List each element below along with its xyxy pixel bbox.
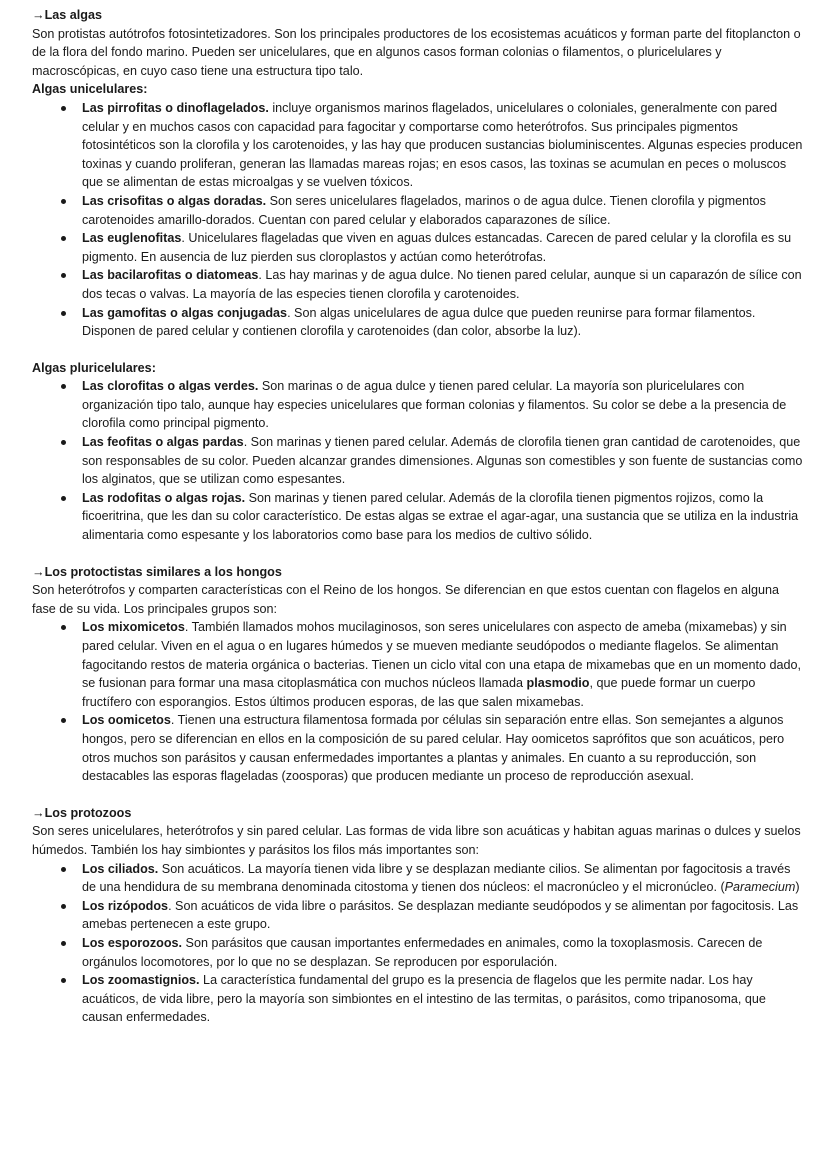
spacer (32, 341, 806, 359)
section-title-hongos: →Los protoctistas similares a los hongos (32, 564, 282, 579)
list-item: Los rizópodos. Son acuáticos de vida libre o parásitos. Se desplazan mediante seudópodos y se alimentan por fagocitosis. Las amebas pertenecen a este grupo. (82, 897, 806, 934)
spacer (32, 545, 806, 563)
list-item: Las crisofitas o algas doradas. Son seres unicelulares flagelados, marinos o de agua dulce. Tienen clorofila y pigmentos carotenoides amarillo-dorados. Cuentan con pared celular y elaborados caparazones de sílice. (82, 192, 806, 229)
protozoos-list (32, 860, 806, 1027)
algas-unicelulares-heading: Algas unicelulares: (32, 82, 148, 97)
list-item: Las bacilarofitas o diatomeas. Las hay marinas y de agua dulce. No tienen pared celular, aunque si un caparazón de sílice con dos tecas o valvas. La mayoría de las especies tienen clorofila y carotenoides. (82, 266, 806, 303)
list-item: Las clorofitas o algas verdes. Son marinas o de agua dulce y tienen pared celular. La mayoría son pluricelulares con organización tipo talo, aunque hay especies unicelulares que forman colonias y filamentos. Su color se debe a la presencia de clorofila como principal pigmento. (82, 377, 806, 433)
spacer (32, 786, 806, 804)
section-title-protozoos: →Los protozoos (32, 805, 132, 820)
algas-pluricelulares-list (32, 377, 806, 544)
list-item: Los oomicetos. Tienen una estructura filamentosa formada por células sin separación entre ellas. Son semejantes a algunos hongos, pero se diferencian en ellos en la composición de su pared celular. Hay oomicetos saprófitos que son acuáticos, pero otros muchos son parásitos y causan enfermedades importantes a plantas y animales. En cuanto a su reproducción, son destacables las esporas flageladas (zoosporas) que producen mediante un proceso de reproducción asexual. (82, 711, 806, 785)
list-item: Los zoomastignios. La característica fundamental del grupo es la presencia de flagelos que les permite nadar. Los hay acuáticos, de vida libre, pero la mayoría son simbiontes en el intestino de las termitas, o parásitos, como tripanosoma, que causan enfermedades. (82, 971, 806, 1027)
algas-intro: Son protistas autótrofos fotosintetizadores. Son los principales productores de los ecosistemas acuáticos y forman parte del fitoplancton o de la flora del fondo marino. Pueden ser unicelulares, que en algunos casos forman colonias o filamentos, o pluricelulares y macroscópicas, en cuyo caso tiene una estructura tipo talo. (32, 26, 801, 78)
arrow-icon: → (32, 564, 45, 579)
list-item: Las euglenofitas. Unicelulares flageladas que viven en aguas dulces estancadas. Carecen de pared celular y la clorofila es su pigmento. En ausencia de luz pierden sus cloroplastos y actúan como heterótrofas. (82, 229, 806, 266)
list-item: Las feofitas o algas pardas. Son marinas y tienen pared celular. Además de clorofila tienen gran cantidad de carotenoides, que son responsables de su color. Pueden alcanzar grandes dimensiones. Algunas son comestibles y son fuente de sustancias como los alginatos, que se utilizan como espesantes. (82, 433, 806, 489)
algas-unicelulares-list (32, 99, 806, 341)
protozoos-intro: Son seres unicelulares, heterótrofos y sin pared celular. Las formas de vida libre son acuáticas y habitan aguas marinas o dulces y suelos húmedos. También los hay simbiontes y parásitos los filos más importantes son: (32, 824, 801, 857)
list-item: Las gamofitas o algas conjugadas. Son algas unicelulares de agua dulce que pueden reunirse para formar filamentos. Disponen de pared celular y contienen clorofila y carotenoides (dan color, absorbe la luz). (82, 304, 806, 341)
algas-pluricelulares-heading: Algas pluricelulares: (32, 360, 156, 375)
hongos-list (32, 618, 806, 785)
list-item: Las pirrofitas o dinoflagelados. incluye organismos marinos flagelados, unicelulares o coloniales, generalmente con pared celular y en muchos casos con capacidad para fagocitar y comportarse como heterótrofos. Sus principales pigmentos fotosintéticos son la clorofila y los carotenoides, y las hay que producen sustancias bioluminiscentes. Algunas especies producen toxinas y cuando proliferan, generan las llamadas mareas rojas; en esos casos, las toxinas se acumulan en peces o moluscos que se alimentan de estas microalgas y se vuelven tóxicos. (82, 99, 806, 192)
arrow-icon: → (32, 805, 45, 820)
arrow-icon: → (32, 8, 45, 22)
list-item: Los mixomicetos. También llamados mohos mucilaginosos, son seres unicelulares con aspecto de ameba (mixamebas) y sin pared celular. Viven en el agua o en lugares húmedos y se mueven mediante seudópodos o mediante flagelos. Se alimentan fagocitando restos de materia orgánica o bacterias. Tienen un ciclo vital con una etapa de mixamebas que en un momento dado, se fusionan para formar una masa citoplasmática con muchos núcleos llamada plasmodio, que puede formar un cuerpo fructífero con esporangios. Estos últimos producen esporas, de las que salen mixamebas. (82, 618, 806, 711)
list-item: Los ciliados. Son acuáticos. La mayoría tienen vida libre y se desplazan mediante cilios. Se alimentan por fagocitosis a través de una hendidura de su membrana denominada citostoma y tienen dos núcleos: el macronúcleo y el micronúcleo. (Paramecium) (82, 860, 806, 897)
list-item: Los esporozoos. Son parásitos que causan importantes enfermedades en animales, como la toxoplasmosis. Carecen de orgánulos locomotores, por lo que no se desplazan. Se reproducen por esporulación. (82, 934, 806, 971)
hongos-intro: Son heterótrofos y comparten características con el Reino de los hongos. Se diferencian en que estos cuentan con flagelos en alguna fase de su vida. Los principales grupos son: (32, 583, 779, 616)
section-title-algas: →Las algas (32, 8, 102, 22)
list-item: Las rodofitas o algas rojas. Son marinas y tienen pared celular. Además de la clorofila tienen pigmentos rojizos, como la ficoeritrina, que les dan su color característico. De estas algas se extrae el agar-agar, una sustancia que se utiliza en la industria alimentaria como espesante y los laboratorios como base para los medios de cultivo sólido. (82, 489, 806, 545)
